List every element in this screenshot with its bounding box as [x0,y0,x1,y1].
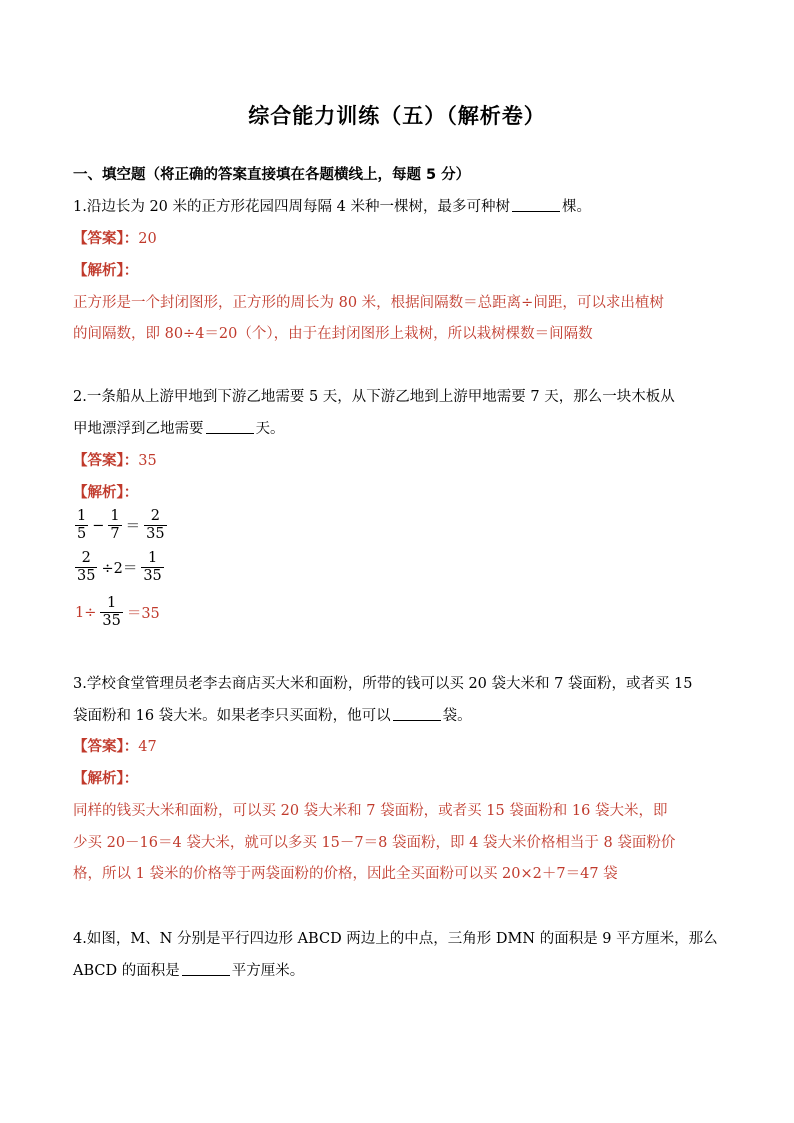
analysis-tag-1 [73,261,138,281]
analysis-text: 正方形是一个封闭图形，正方形的周长为 80 米，根据间隔数＝总距离÷间距，可以求出植树 [73,295,664,311]
question-text: 甲地漂浮到乙地需要 [73,421,204,437]
analysis-text: 的间隔数，即 80÷4＝20（个），由于在封闭图形上栽树，所以栽树棵数＝间隔数 [73,326,593,342]
question-1 [73,197,591,217]
answer-blank [512,197,560,212]
operator: ÷2＝ [101,561,138,577]
question-text: 平方厘米。 [231,963,305,979]
equation-2 [73,550,166,585]
answer-row-2 [73,451,157,471]
question-2-line-2 [73,419,285,439]
answer-tag: 【答案】： [73,739,139,755]
analysis-tag: 【解析】： [73,263,139,279]
page-title: 综合能力训练（五）（解析卷） [248,104,546,128]
analysis-tag-3 [73,769,138,789]
operator: 1÷ [75,604,97,621]
equation-3 [73,595,162,630]
fraction: $\frac{1}{35}$ [143,550,162,584]
question-text: 1.沿边长为 20 米的正方形花园四周每隔 4 米种一棵树，最多可种树 [73,199,510,215]
answer-blank [393,706,441,721]
fraction: $\frac{1}{5}$ [77,508,87,542]
analysis-tag-2 [73,483,138,503]
fraction: $\frac{1}{7}$ [110,508,120,542]
question-text: 袋面粉和 16 袋大米。如果老李只买面粉，他可以 [73,708,391,724]
question-text: 袋。 [442,708,472,724]
fraction: $\frac{2}{35}$ [146,508,165,542]
question-text: 棵。 [561,199,591,215]
question-3-line-1: 3.学校食堂管理员老李去商店买大米和面粉，所带的钱可以买 20 袋大米和 7 袋面粉，或者买 15 [73,676,693,692]
analysis-text: 少买 20－16＝4 袋大米，就可以多买 15－7＝8 袋面粉，即 4 袋大米价格相当于 8 袋面粉价 [73,835,676,851]
question-2-line-1: 2.一条船从上游甲地到下游乙地需要 5 天，从下游乙地到上游甲地需要 7 天，那么一块木板从 [73,389,675,405]
question-text: ABCD 的面积是 [73,963,180,979]
fraction: $\frac{2}{35}$ [77,550,96,584]
operator: ＝ [125,519,141,535]
analysis-tag: 【解析】： [73,485,139,501]
answer-row-1 [73,229,157,249]
question-3-line-2 [73,706,472,726]
analysis-text: 格，所以 1 袋米的价格等于两袋面粉的价格，因此全买面粉可以买 20×2＋7＝47 袋 [73,866,618,882]
answer-value: 35 [138,453,157,469]
analysis-text: 同样的钱买大米和面粉，可以买 20 袋大米和 7 袋面粉，或者买 15 袋面粉和 16 袋大米，即 [73,803,668,819]
answer-blank [182,961,230,976]
question-text: 天。 [255,421,285,437]
operator: ＝35 [126,606,160,622]
question-4-line-2 [73,961,304,981]
answer-tag: 【答案】： [73,231,139,247]
equation-1 [73,508,169,543]
fraction: $\frac{1}{35}$ [102,595,121,629]
answer-row-3 [73,737,157,757]
question-4-line-1: 4.如图，M、N 分别是平行四边形 ABCD 两边上的中点，三角形 DMN 的面积是 9 平方厘米，那么 [73,931,718,947]
operator: − [92,517,105,534]
answer-value: 47 [138,739,157,755]
analysis-tag: 【解析】： [73,771,139,787]
answer-tag: 【答案】： [73,453,139,469]
answer-value: 20 [138,231,157,247]
section-header: 一、填空题（将正确的答案直接填在各题横线上，每题 5 分） [73,167,471,183]
answer-blank [206,419,254,434]
